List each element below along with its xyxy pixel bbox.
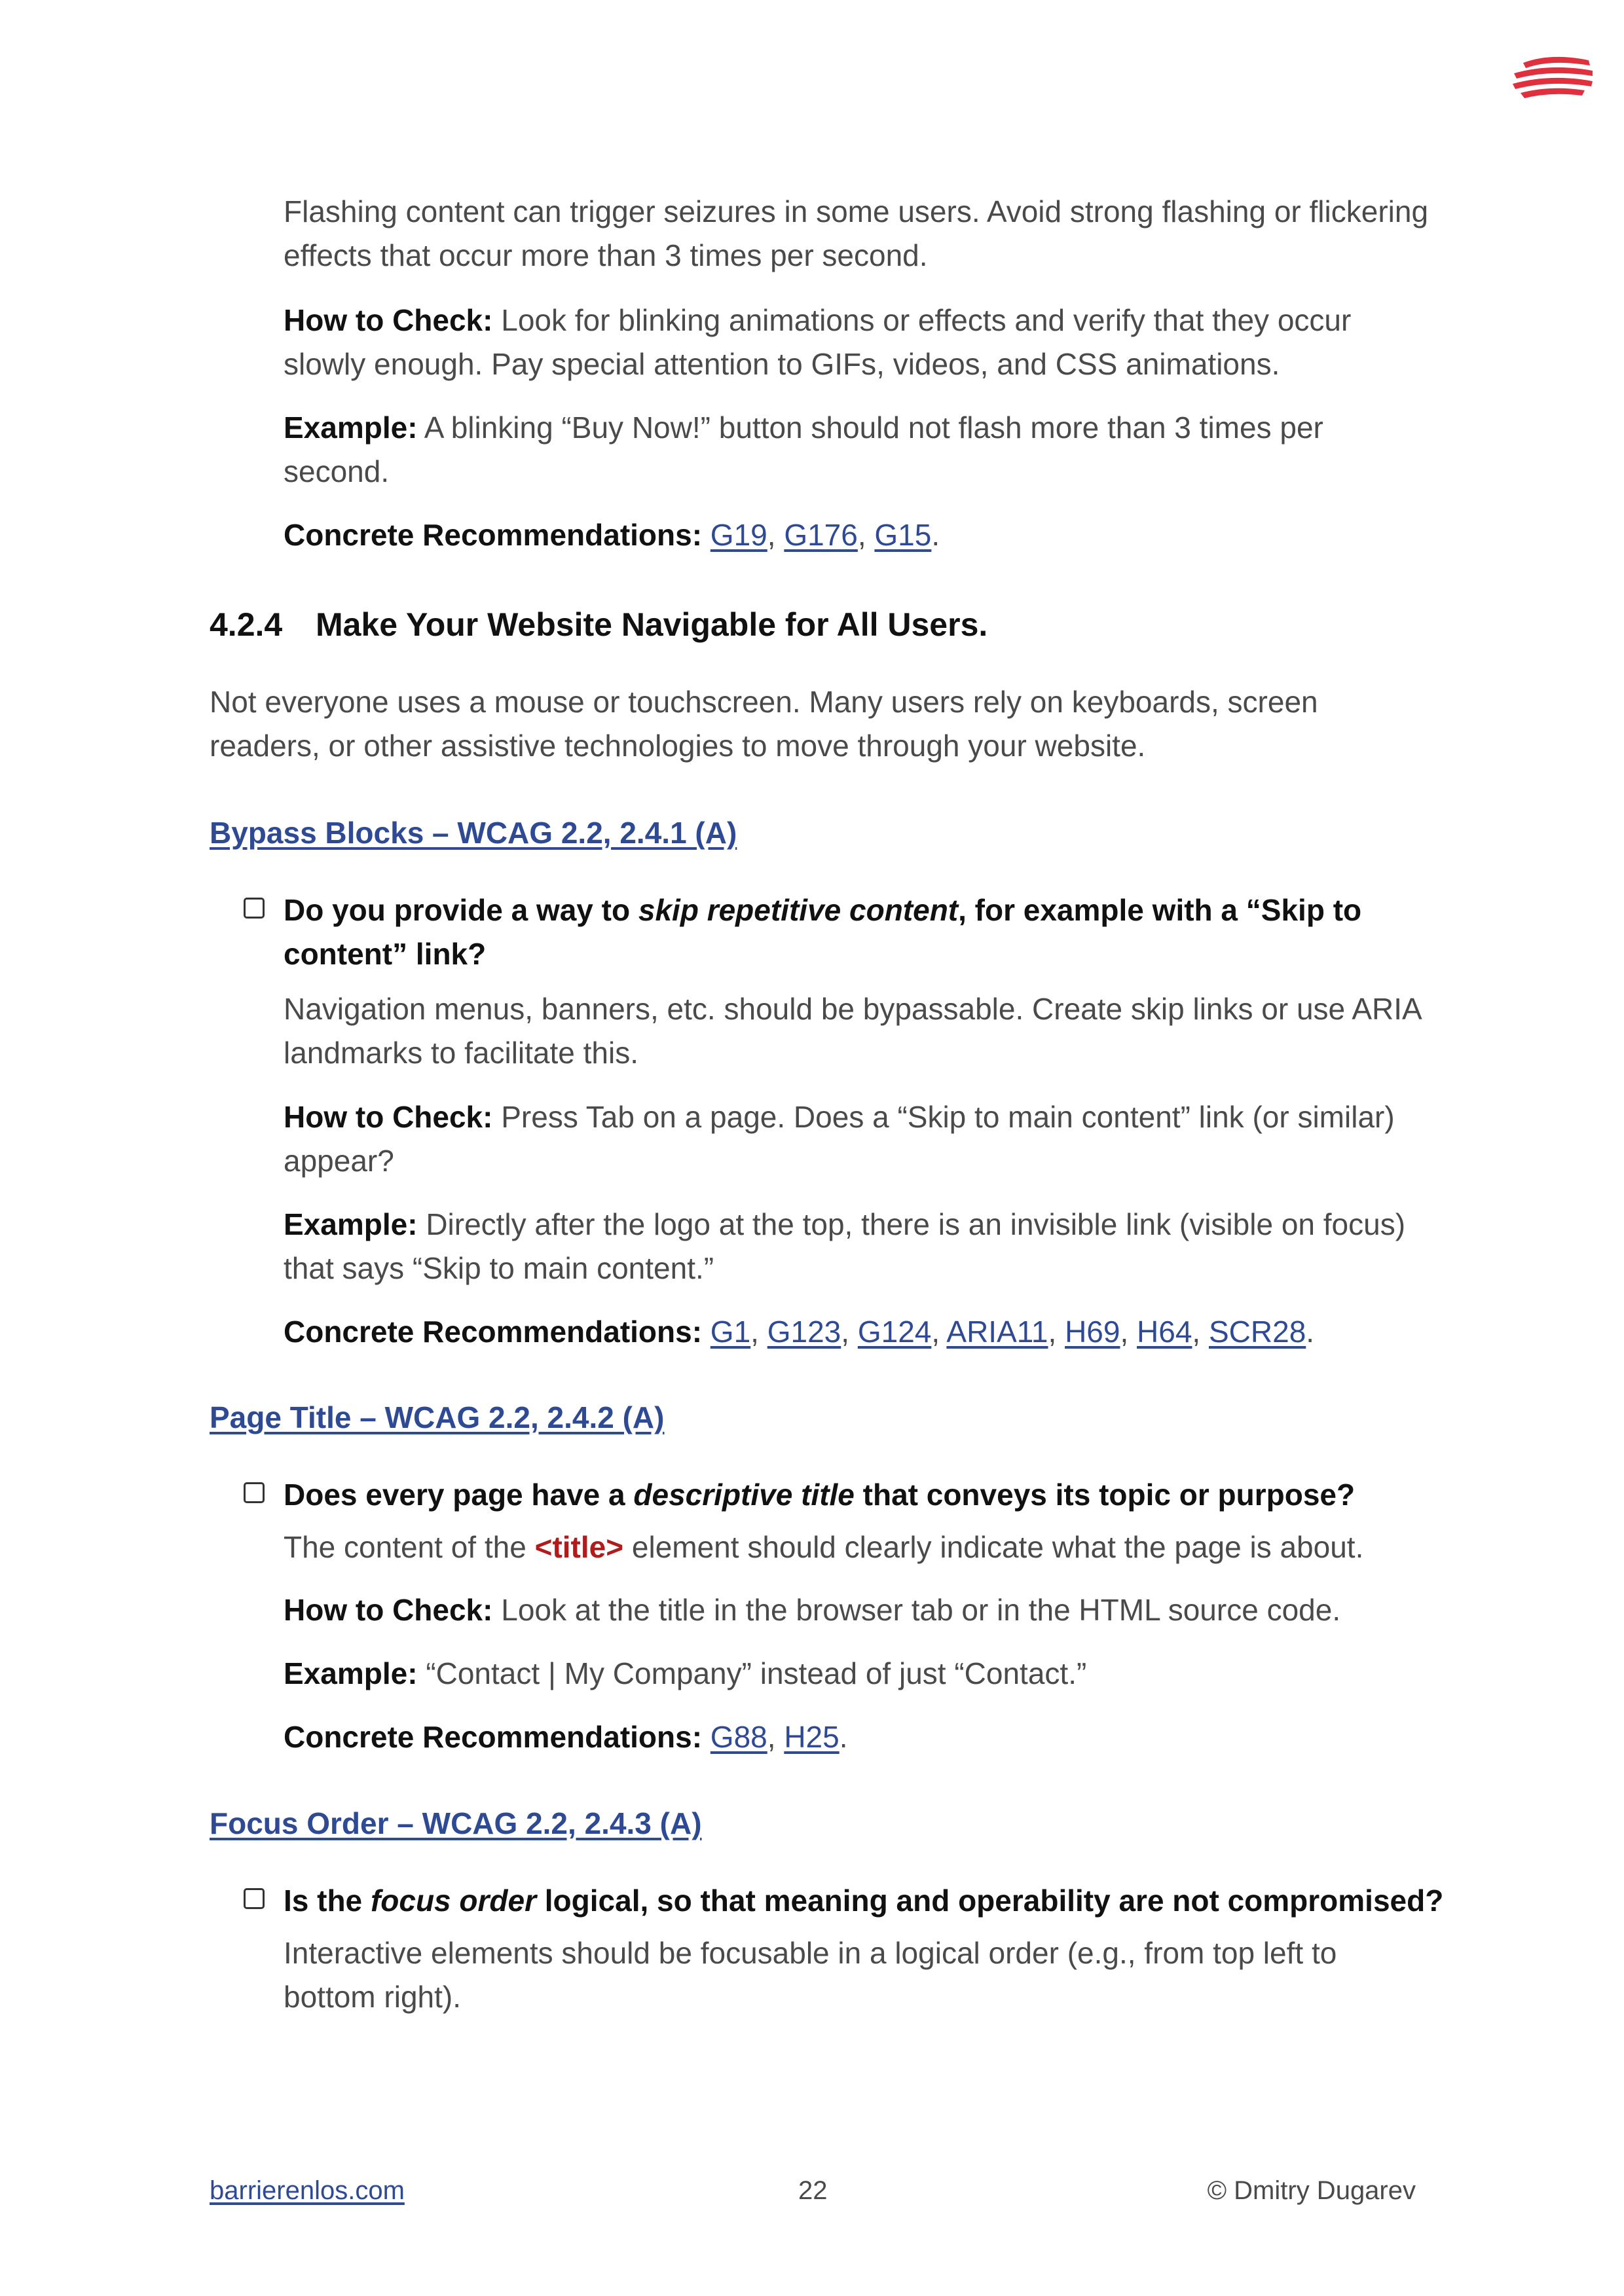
- how-text: Look for blinking animations or effects and verify that they occur slowly enough. Pay special attention to GIFs, videos, and CSS animations.: [284, 303, 1352, 381]
- question-emphasis: focus order: [370, 1884, 536, 1918]
- example-label: Example:: [284, 1656, 418, 1690]
- example-text: Directly after the logo at the top, there is an invisible link (visible on focus) that says “Skip to main content.”: [284, 1207, 1406, 1285]
- question-text: logical, so that meaning and operability are not compromised?: [536, 1884, 1444, 1918]
- intro-recommendations: Concrete Recommendations: G19, G176, G15.: [284, 518, 940, 552]
- how-label: How to Check:: [284, 1100, 493, 1134]
- ref-link[interactable]: H64: [1137, 1315, 1192, 1349]
- ref-link[interactable]: SCR28: [1208, 1315, 1306, 1349]
- code-snippet: <title>: [534, 1530, 624, 1564]
- criterion-description: [284, 1525, 1449, 1569]
- checkbox[interactable]: [244, 1888, 265, 1909]
- question-emphasis: skip repetitive content: [638, 893, 959, 927]
- ref-link[interactable]: G1: [710, 1315, 751, 1349]
- question-text: Does every page have a: [284, 1478, 634, 1512]
- criterion-description: Navigation menus, banners, etc. should be bypassable. Create skip links or use ARIA landmarks to facilitate this.: [284, 992, 1421, 1070]
- how-text: Look at the title in the browser tab or in the HTML source code.: [501, 1593, 1341, 1627]
- criterion-recommendations: Concrete Recommendations: G88, H25.: [284, 1720, 848, 1754]
- section-number: 4.2.4: [210, 606, 283, 643]
- checkbox[interactable]: [244, 898, 265, 919]
- criterion-how-to-check: [284, 1588, 1436, 1632]
- ref-link[interactable]: G123: [767, 1315, 841, 1349]
- description-text: The content of the: [284, 1530, 535, 1564]
- brand-logo-icon: [1511, 54, 1594, 100]
- page-number: 22: [798, 2176, 828, 2205]
- section-title: Make Your Website Navigable for All Users.: [316, 606, 988, 643]
- recommendations-label: Concrete Recommendations:: [284, 1315, 703, 1349]
- how-label: How to Check:: [284, 1593, 493, 1627]
- criterion-link-focus-order[interactable]: Focus Order – WCAG 2.2, 2.4.3 (A): [210, 1806, 702, 1840]
- footer-site-link[interactable]: barrierenlos.com: [210, 2176, 405, 2205]
- ref-link[interactable]: H69: [1065, 1315, 1120, 1349]
- ref-link[interactable]: G19: [710, 518, 767, 552]
- checklist-item-descriptive-title: [210, 1473, 1454, 1517]
- intro-how-to-check: [284, 299, 1436, 386]
- criterion-recommendations: Concrete Recommendations: G1, G123, G124, ARIA11, H69, H64, SCR28.: [284, 1315, 1315, 1349]
- section-heading: [210, 606, 987, 644]
- checklist-question: [284, 1879, 1456, 1923]
- recommendations-label: Concrete Recommendations:: [284, 518, 703, 552]
- how-text: Press Tab on a page. Does a “Skip to main content” link (or similar) appear?: [284, 1100, 1395, 1178]
- intro-paragraph: Flashing content can trigger seizures in some users. Avoid strong flashing or flickering effects that occur more than 3 times per second.: [284, 194, 1429, 272]
- footer-copyright: © Dmitry Dugarev: [1207, 2176, 1416, 2205]
- question-text: that conveys its topic or purpose?: [854, 1478, 1356, 1512]
- checkbox[interactable]: [244, 1482, 265, 1503]
- ref-link[interactable]: G15: [874, 518, 932, 552]
- intro-example: [284, 406, 1436, 494]
- example-text: A blinking “Buy Now!” button should not flash more than 3 times per second.: [284, 410, 1323, 488]
- criterion-description: Interactive elements should be focusable in a logical order (e.g., from top left to bottom right).: [284, 1936, 1337, 2014]
- question-text: Do you provide a way to: [284, 893, 638, 927]
- checklist-item-focus-order: [210, 1879, 1454, 1923]
- ref-link[interactable]: G176: [784, 518, 858, 552]
- criterion-example: [284, 1652, 1436, 1696]
- example-label: Example:: [284, 1207, 418, 1241]
- question-text: , for example with a “Skip to content” link?: [284, 893, 1362, 971]
- checklist-question: [284, 1473, 1449, 1517]
- example-label: Example:: [284, 410, 418, 445]
- criterion-how-to-check: [284, 1095, 1436, 1183]
- description-text: element should clearly indicate what the page is about.: [623, 1530, 1364, 1564]
- criterion-link-page-title[interactable]: Page Title – WCAG 2.2, 2.4.2 (A): [210, 1400, 665, 1434]
- ref-link[interactable]: G124: [857, 1315, 932, 1349]
- footer-site: [210, 2176, 405, 2206]
- example-text: “Contact | My Company” instead of just “Contact.”: [426, 1656, 1087, 1690]
- question-text: Is the: [284, 1884, 371, 1918]
- ref-link[interactable]: G88: [710, 1720, 767, 1754]
- criterion-example: [284, 1203, 1449, 1290]
- ref-link[interactable]: H25: [784, 1720, 840, 1754]
- ref-link[interactable]: ARIA11: [946, 1315, 1048, 1349]
- checklist-question: [284, 888, 1436, 976]
- checklist-item-skip-content: [210, 888, 1454, 976]
- recommendations-label: Concrete Recommendations:: [284, 1720, 703, 1754]
- criterion-link-bypass-blocks[interactable]: Bypass Blocks – WCAG 2.2, 2.4.1 (A): [210, 816, 737, 850]
- how-label: How to Check:: [284, 303, 493, 337]
- section-intro: Not everyone uses a mouse or touchscreen. Many users rely on keyboards, screen readers, or other assistive technologies to move through your website.: [210, 685, 1318, 763]
- question-emphasis: descriptive title: [633, 1478, 855, 1512]
